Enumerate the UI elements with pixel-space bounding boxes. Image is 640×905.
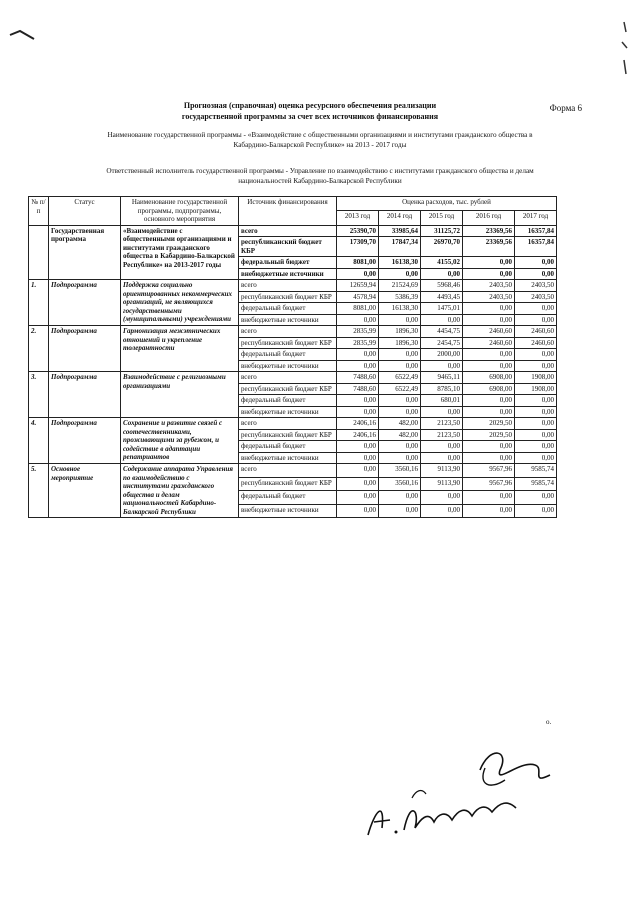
amount-cell: 0,00 [379, 314, 421, 326]
amount-cell: 25390,70 [337, 225, 379, 237]
amount-cell: 0,00 [379, 268, 421, 280]
amount-cell: 0,00 [515, 314, 557, 326]
amount-cell: 0,00 [337, 452, 379, 464]
row-name: Сохранение и развитие связей с соотечественниками, проживающими за рубежом, и содействие в адаптации репатриантов [121, 418, 239, 464]
row-status: Подпрограмма [49, 418, 121, 464]
row-number [29, 225, 49, 280]
source-federal: федеральный бюджет [239, 491, 337, 505]
amount-cell: 0,00 [463, 268, 515, 280]
signature-image [360, 740, 560, 850]
header-status: Статус [49, 197, 121, 226]
amount-cell: 9567,96 [463, 477, 515, 491]
table-row [29, 280, 557, 292]
amount-cell: 0,00 [337, 504, 379, 518]
amount-cell: 0,00 [337, 441, 379, 453]
table-body [29, 225, 557, 518]
amount-cell: 0,00 [463, 360, 515, 372]
amount-cell: 9585,74 [515, 464, 557, 478]
amount-cell: 0,00 [463, 303, 515, 315]
source-total: всего [239, 326, 337, 338]
source-offbudget: внебюджетные источники [239, 268, 337, 280]
amount-cell: 0,00 [379, 360, 421, 372]
amount-cell: 0,00 [515, 257, 557, 269]
source-federal: федеральный бюджет [239, 257, 337, 269]
amount-cell: 0,00 [515, 504, 557, 518]
amount-cell: 0,00 [515, 418, 557, 430]
amount-cell: 0,00 [337, 395, 379, 407]
amount-cell: 9113,90 [421, 477, 463, 491]
source-republic: республиканский бюджет КБР [239, 383, 337, 395]
source-total: всего [239, 225, 337, 237]
table-row [29, 418, 557, 430]
source-republic: республиканский бюджет КБР [239, 291, 337, 303]
source-republic: республиканский бюджет КБР [239, 237, 337, 257]
amount-cell: 17309,70 [337, 237, 379, 257]
amount-cell: 0,00 [515, 441, 557, 453]
amount-cell: 0,00 [515, 349, 557, 361]
row-name: «Взаимодействие с общественными организациями и институтами гражданского общества в Кабардино-Балкарской Республике» на 2013-2017 годы [121, 225, 239, 280]
amount-cell: 2460,60 [515, 337, 557, 349]
amount-cell: 2460,60 [463, 337, 515, 349]
header-year: 2014 год [379, 211, 421, 225]
title-line-1: Прогнозная (справочная) оценка ресурсного обеспечения реализации [183, 101, 437, 110]
amount-cell: 0,00 [463, 504, 515, 518]
table-row [29, 225, 557, 237]
source-offbudget: внебюджетные источники [239, 314, 337, 326]
amount-cell: 0,00 [421, 441, 463, 453]
amount-cell: 0,00 [379, 491, 421, 505]
amount-cell: 0,00 [421, 360, 463, 372]
amount-cell: 7488,60 [337, 383, 379, 395]
amount-cell: 0,00 [337, 464, 379, 478]
amount-cell: 2029,50 [463, 418, 515, 430]
amount-cell: 482,00 [379, 429, 421, 441]
document-title [60, 100, 560, 122]
amount-cell: 0,00 [515, 406, 557, 418]
amount-cell: 2403,50 [463, 280, 515, 292]
amount-cell: 0,00 [515, 429, 557, 441]
amount-cell: 0,00 [337, 314, 379, 326]
executor-line-1: Ответственный исполнитель государственной программы - Управление по взаимодействию с институтами гражданского общества и делам [106, 167, 534, 175]
amount-cell: 16138,30 [379, 257, 421, 269]
row-number: 5. [29, 464, 49, 518]
amount-cell: 2406,16 [337, 429, 379, 441]
form-label: Форма 6 [549, 103, 582, 113]
amount-cell: 23369,56 [463, 225, 515, 237]
source-total: всего [239, 280, 337, 292]
amount-cell: 2406,16 [337, 418, 379, 430]
amount-cell: 0,00 [379, 406, 421, 418]
amount-cell: 9567,96 [463, 464, 515, 478]
program-name [25, 130, 615, 150]
amount-cell: 2123,50 [421, 429, 463, 441]
amount-cell: 12659,94 [337, 280, 379, 292]
row-status: Подпрограмма [49, 326, 121, 372]
row-number: 2. [29, 326, 49, 372]
source-total: всего [239, 418, 337, 430]
source-total: всего [239, 372, 337, 384]
amount-cell: 31125,72 [421, 225, 463, 237]
title-line-2: государственной программы за счет всех источников финансирования [181, 112, 439, 121]
scan-artifact-mark-right [618, 20, 632, 80]
amount-cell: 0,00 [463, 406, 515, 418]
amount-cell: 16138,30 [379, 303, 421, 315]
amount-cell: 0,00 [515, 360, 557, 372]
source-federal: федеральный бюджет [239, 303, 337, 315]
header-name: Наименование государственной программы, подпрограммы, основного мероприятия [121, 197, 239, 226]
source-offbudget: внебюджетные источники [239, 360, 337, 372]
table-row [29, 326, 557, 338]
amount-cell: 0,00 [337, 349, 379, 361]
source-federal: федеральный бюджет [239, 395, 337, 407]
amount-cell: 0,00 [515, 268, 557, 280]
amount-cell: 0,00 [421, 491, 463, 505]
row-name: Поддержка социально ориентированных некоммерческих организаций, не являющихся государственными (муниципальными) учреждениями [121, 280, 239, 326]
row-number: 1. [29, 280, 49, 326]
source-offbudget: внебюджетные источники [239, 406, 337, 418]
amount-cell: 0,00 [463, 349, 515, 361]
row-name: Содержание аппарата Управления по взаимодействию с институтами гражданского общества и делам национальностей Кабардино-Балкарской Республики [121, 464, 239, 518]
table-row [29, 464, 557, 478]
amount-cell: 3560,16 [379, 464, 421, 478]
amount-cell: 7488,60 [337, 372, 379, 384]
amount-cell: 0,00 [463, 491, 515, 505]
row-status: Подпрограмма [49, 280, 121, 326]
amount-cell: 5386,39 [379, 291, 421, 303]
header-year: 2013 год [337, 211, 379, 225]
amount-cell: 0,00 [463, 452, 515, 464]
amount-cell: 0,00 [515, 303, 557, 315]
amount-cell: 21524,69 [379, 280, 421, 292]
row-number: 3. [29, 372, 49, 418]
amount-cell: 2835,99 [337, 337, 379, 349]
program-name-line-1: Наименование государственной программы - «Взаимодействие с общественными организациями и институтами гражданского общества в [107, 131, 533, 139]
header-year: 2016 год [463, 211, 515, 225]
header-estimate: Оценка расходов, тыс. рублей [337, 197, 557, 211]
amount-cell: 33985,64 [379, 225, 421, 237]
amount-cell: 0,00 [337, 268, 379, 280]
amount-cell: 2403,50 [515, 291, 557, 303]
amount-cell: 6522,49 [379, 372, 421, 384]
row-name: Взаимодействие с религиозными организациями [121, 372, 239, 418]
table-row [29, 372, 557, 384]
amount-cell: 1896,30 [379, 326, 421, 338]
source-republic: республиканский бюджет КБР [239, 477, 337, 491]
amount-cell: 0,00 [337, 360, 379, 372]
amount-cell: 0,00 [515, 395, 557, 407]
row-status: Государственная программа [49, 225, 121, 280]
amount-cell: 6908,00 [463, 372, 515, 384]
amount-cell: 2029,50 [463, 429, 515, 441]
amount-cell: 0,00 [379, 504, 421, 518]
amount-cell: 2454,75 [421, 337, 463, 349]
amount-cell: 6908,00 [463, 383, 515, 395]
resource-table [28, 196, 557, 518]
amount-cell: 4454,75 [421, 326, 463, 338]
amount-cell: 2000,00 [421, 349, 463, 361]
amount-cell: 9585,74 [515, 477, 557, 491]
amount-cell: 3560,16 [379, 477, 421, 491]
amount-cell: 23369,56 [463, 237, 515, 257]
amount-cell: 1908,00 [515, 372, 557, 384]
amount-cell: 0,00 [463, 314, 515, 326]
source-total: всего [239, 464, 337, 478]
amount-cell: 4493,45 [421, 291, 463, 303]
header-num: № п/п [29, 197, 49, 226]
amount-cell: 0,00 [421, 406, 463, 418]
amount-cell: 5968,46 [421, 280, 463, 292]
row-status: Основное мероприятие [49, 464, 121, 518]
amount-cell: 0,00 [515, 491, 557, 505]
amount-cell: 4155,02 [421, 257, 463, 269]
amount-cell: 0,00 [463, 257, 515, 269]
header-year: 2017 год [515, 211, 557, 225]
amount-cell: 2835,99 [337, 326, 379, 338]
amount-cell: 0,00 [463, 441, 515, 453]
amount-cell: 0,00 [379, 441, 421, 453]
amount-cell: 8081,00 [337, 257, 379, 269]
row-status: Подпрограмма [49, 372, 121, 418]
amount-cell: 1908,00 [515, 383, 557, 395]
amount-cell: 17847,34 [379, 237, 421, 257]
amount-cell: 9465,11 [421, 372, 463, 384]
amount-cell: 2123,50 [421, 418, 463, 430]
amount-cell: 0,00 [515, 452, 557, 464]
amount-cell: 2460,60 [463, 326, 515, 338]
row-number: 4. [29, 418, 49, 464]
source-offbudget: внебюджетные источники [239, 504, 337, 518]
footer-mark: о. [546, 718, 552, 726]
executor-line-2: национальностей Кабардино-Балкарской Республики [238, 177, 402, 185]
amount-cell: 0,00 [379, 395, 421, 407]
amount-cell: 8081,00 [337, 303, 379, 315]
amount-cell: 680,01 [421, 395, 463, 407]
amount-cell: 1896,30 [379, 337, 421, 349]
amount-cell: 482,00 [379, 418, 421, 430]
source-republic: республиканский бюджет КБР [239, 337, 337, 349]
amount-cell: 1475,01 [421, 303, 463, 315]
amount-cell: 0,00 [337, 491, 379, 505]
amount-cell: 16357,84 [515, 225, 557, 237]
amount-cell: 26970,70 [421, 237, 463, 257]
amount-cell: 9113,90 [421, 464, 463, 478]
header-year: 2015 год [421, 211, 463, 225]
responsible-executor [25, 166, 615, 186]
amount-cell: 8785,10 [421, 383, 463, 395]
amount-cell: 0,00 [379, 452, 421, 464]
amount-cell: 2403,50 [515, 280, 557, 292]
amount-cell: 0,00 [421, 268, 463, 280]
source-offbudget: внебюджетные источники [239, 452, 337, 464]
amount-cell: 0,00 [337, 406, 379, 418]
amount-cell: 0,00 [421, 452, 463, 464]
source-republic: республиканский бюджет КБР [239, 429, 337, 441]
header-source: Источник финансирования [239, 197, 337, 226]
amount-cell: 0,00 [379, 349, 421, 361]
row-name: Гармонизация межэтнических отношений и укрепление толерантности [121, 326, 239, 372]
amount-cell: 2403,50 [463, 291, 515, 303]
amount-cell: 0,00 [337, 477, 379, 491]
source-federal: федеральный бюджет [239, 349, 337, 361]
amount-cell: 0,00 [421, 504, 463, 518]
source-federal: федеральный бюджет [239, 441, 337, 453]
program-name-line-2: Кабардино-Балкарской Республике» на 2013 - 2017 годы [233, 141, 407, 149]
amount-cell: 4578,94 [337, 291, 379, 303]
amount-cell: 2460,60 [515, 326, 557, 338]
amount-cell: 0,00 [463, 395, 515, 407]
amount-cell: 6522,49 [379, 383, 421, 395]
amount-cell: 16357,84 [515, 237, 557, 257]
scan-artifact-mark [8, 25, 38, 45]
amount-cell: 0,00 [421, 314, 463, 326]
